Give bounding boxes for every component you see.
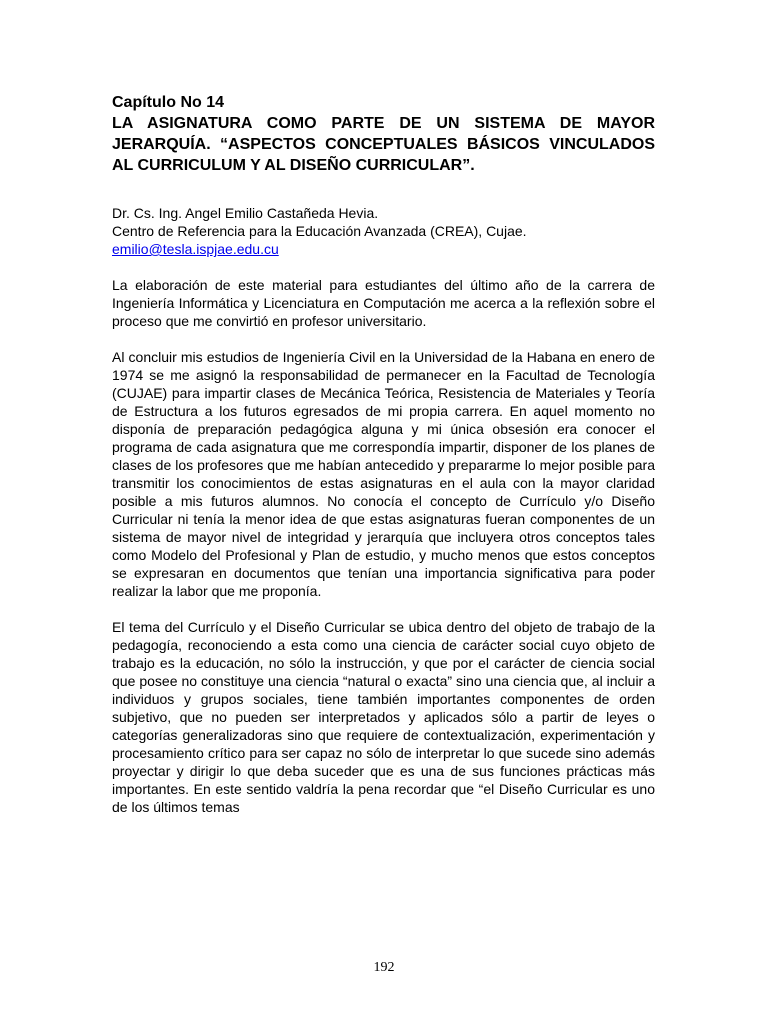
body-text	[112, 276, 655, 816]
author-block	[112, 204, 655, 258]
paragraph-1: La elaboración de este material para estudiantes del último año de la carrera de Ingeniería Informática y Licenciatura en Computación me acerca a la reflexión sobre el proceso que me convirtió en profesor universitario.	[112, 277, 655, 329]
paragraph-2: Al concluir mis estudios de Ingeniería Civil en la Universidad de la Habana en enero de 1974 se me asignó la responsabilidad de permanecer en la Facultad de Tecnología (CUJAE) para impartir clases de Mecánica Teórica, Resistencia de Materiales y Teoría de Estructura a los futuros egresados de mi propia carrera. En aquel momento no disponía de preparación pedagógica alguna y mi única obsesión era conocer el programa de cada asignatura que me correspondía impartir, disponer de los planes de clases de los profesores que me habían antecedido y prepararme lo mejor posible para transmitir los conocimientos de estas asignaturas en el aula con la mayor claridad posible a mis futuros alumnos. No conocía el concepto de Currículo y/o Diseño Curricular ni tenía la menor idea de que estas asignaturas fueran componentes de un sistema de mayor nivel de integridad y jerarquía que incluyera otros conceptos tales como Modelo del Profesional y Plan de estudio, y mucho menos que estos conceptos se expresaran en documentos que tenían una importancia significativa para poder realizar la labor que me proponía.	[112, 349, 655, 599]
document-page	[112, 92, 655, 816]
chapter-title: LA ASIGNATURA COMO PARTE DE UN SISTEMA DE MAYOR JERARQUÍA. “ASPECTOS CONCEPTUALES BÁSICOS VINCULADOS AL CURRICULUM Y AL DISEÑO CURRICULAR”.	[112, 115, 655, 174]
page-number: 192	[373, 960, 395, 975]
author-affiliation: Centro de Referencia para la Educación Avanzada (CREA), Cujae.	[112, 223, 527, 239]
author-name: Dr. Cs. Ing. Angel Emilio Castañeda Hevia.	[112, 205, 379, 221]
author-email-link[interactable]: emilio@tesla.ispjae.edu.cu	[112, 241, 279, 257]
chapter-label: Capítulo No 14	[112, 94, 225, 111]
paragraph-3: El tema del Currículo y el Diseño Curricular se ubica dentro del objeto de trabajo de la pedagogía, reconociendo a esta como una ciencia de carácter social cuyo objeto de trabajo es la educación, no sólo la instrucción, y que por el carácter de ciencia social que posee no constituye una ciencia “natural o exacta” sino una ciencia que, al incluir a individuos y grupos sociales, tiene también importantes componentes de orden subjetivo, que no pueden ser interpretados y aplicados sólo a partir de leyes o categorías generalizadoras sino que requiere de contextualización, experimentación y procesamiento crítico para ser capaz no sólo de interpretar lo que sucede sino además proyectar y dirigir lo que deba suceder que es una de sus funciones prácticas más importantes. En este sentido valdría la pena recordar que “el Diseño Curricular es uno de los últimos temas	[112, 619, 655, 815]
